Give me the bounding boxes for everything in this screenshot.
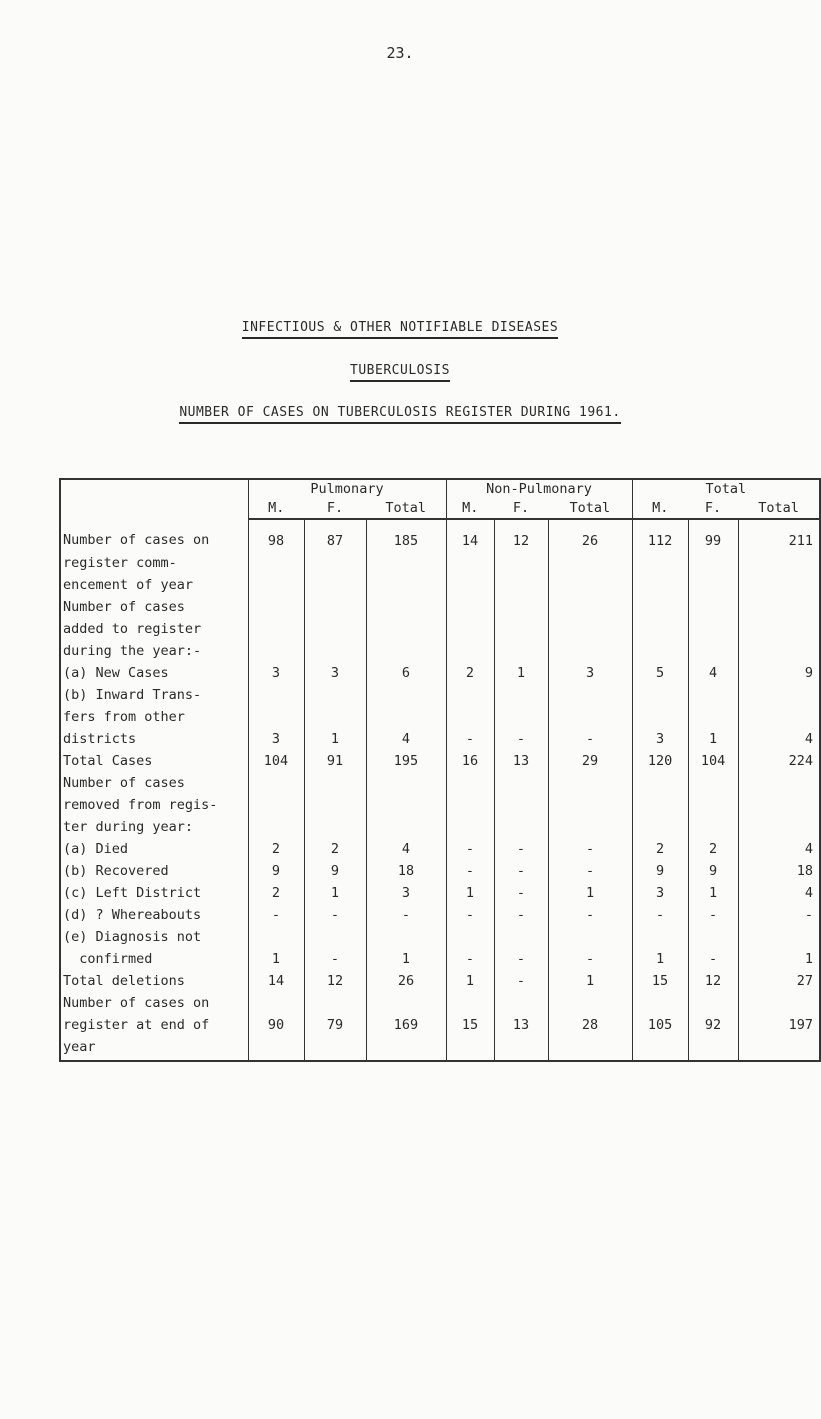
table-cell: [366, 596, 446, 618]
table-cell: 4: [738, 838, 820, 860]
table-cell: 211: [738, 519, 820, 552]
table-cell: [248, 618, 304, 640]
table-row: [60, 750, 820, 772]
table-cell: [446, 618, 494, 640]
table-row: [60, 970, 820, 992]
table-cell: [304, 772, 366, 794]
table-cell: [632, 618, 688, 640]
table-cell: [446, 1036, 494, 1061]
row-label: (c) Left District: [60, 882, 248, 904]
table-cell: 1: [548, 970, 632, 992]
table-cell: [304, 794, 366, 816]
table-cell: [632, 574, 688, 596]
column-subheader: M.: [446, 499, 494, 519]
table-cell: [632, 552, 688, 574]
table-cell: [688, 552, 738, 574]
table-row: [60, 1036, 820, 1061]
table-cell: 185: [366, 519, 446, 552]
sub-heading-text: TUBERCULOSIS: [350, 363, 450, 382]
table-cell: [494, 552, 548, 574]
table-cell: -: [494, 860, 548, 882]
table-cell: [548, 926, 632, 948]
table-cell: [548, 640, 632, 662]
table-cell: 28: [548, 1014, 632, 1036]
table-cell: 92: [688, 1014, 738, 1036]
table-cell: 9: [304, 860, 366, 882]
table-cell: 1: [248, 948, 304, 970]
table-cell: 4: [688, 662, 738, 684]
table-cell: [248, 992, 304, 1014]
table-cell: [738, 992, 820, 1014]
row-label: register at end of: [60, 1014, 248, 1036]
table-cell: [494, 640, 548, 662]
table-cell: [738, 794, 820, 816]
table-cell: [304, 574, 366, 596]
table-cell: [738, 706, 820, 728]
table-cell: [738, 684, 820, 706]
table-cell: -: [494, 970, 548, 992]
table-row: [60, 1014, 820, 1036]
table-cell: 3: [548, 662, 632, 684]
table-cell: [248, 926, 304, 948]
row-label: encement of year: [60, 574, 248, 596]
table-cell: 12: [688, 970, 738, 992]
table-row: [60, 926, 820, 948]
table-cell: [688, 640, 738, 662]
page-number: 23.: [386, 44, 414, 62]
table-cell: [738, 552, 820, 574]
table-cell: 13: [494, 1014, 548, 1036]
table-cell: 112: [632, 519, 688, 552]
table-cell: 91: [304, 750, 366, 772]
table-row: [60, 662, 820, 684]
table-row: [60, 684, 820, 706]
table-cell: [304, 1036, 366, 1061]
table-cell: 13: [494, 750, 548, 772]
table-cell: -: [548, 728, 632, 750]
table-cell: [632, 772, 688, 794]
row-label: year: [60, 1036, 248, 1061]
row-label: (a) New Cases: [60, 662, 248, 684]
table-cell: [632, 1036, 688, 1061]
table-cell: [304, 816, 366, 838]
table-cell: 1: [632, 948, 688, 970]
table-row: [60, 816, 820, 838]
table-cell: 1: [738, 948, 820, 970]
table-row: [60, 948, 820, 970]
table-cell: [366, 684, 446, 706]
table-cell: [366, 552, 446, 574]
table-cell: 1: [446, 970, 494, 992]
table-cell: [632, 640, 688, 662]
table-cell: 3: [248, 662, 304, 684]
table-cell: -: [688, 948, 738, 970]
column-subheader: Total: [548, 499, 632, 519]
group-header-row: [60, 479, 820, 499]
table-cell: [738, 640, 820, 662]
table-cell: 1: [688, 882, 738, 904]
table-cell: [366, 926, 446, 948]
table-cell: [632, 926, 688, 948]
column-subheader: F.: [688, 499, 738, 519]
table-cell: 2: [688, 838, 738, 860]
table-cell: 105: [632, 1014, 688, 1036]
group-header: Pulmonary: [248, 479, 446, 499]
table-cell: -: [446, 948, 494, 970]
row-label: Number of cases: [60, 596, 248, 618]
row-label: removed from regis-: [60, 794, 248, 816]
table-cell: -: [632, 904, 688, 926]
table-cell: [366, 992, 446, 1014]
table-cell: [688, 1036, 738, 1061]
table-cell: 2: [248, 838, 304, 860]
table-cell: -: [494, 838, 548, 860]
main-heading: [0, 320, 800, 335]
table-cell: 2: [248, 882, 304, 904]
table-cell: [494, 596, 548, 618]
table-cell: 14: [446, 519, 494, 552]
table-cell: [446, 596, 494, 618]
table-cell: [248, 706, 304, 728]
table-cell: 224: [738, 750, 820, 772]
table-cell: [688, 706, 738, 728]
table-cell: [248, 816, 304, 838]
row-label-header: [60, 479, 248, 519]
table-cell: [688, 684, 738, 706]
row-label: fers from other: [60, 706, 248, 728]
group-header: Non-Pulmonary: [446, 479, 632, 499]
table-cell: 2: [446, 662, 494, 684]
table-cell: [248, 596, 304, 618]
table-cell: [632, 596, 688, 618]
table-cell: 16: [446, 750, 494, 772]
table-cell: [366, 1036, 446, 1061]
table-cell: [248, 574, 304, 596]
table-cell: 4: [738, 728, 820, 750]
table-cell: 2: [304, 838, 366, 860]
group-header: Total: [632, 479, 820, 499]
table-cell: [548, 552, 632, 574]
table-cell: 197: [738, 1014, 820, 1036]
row-label: Number of cases: [60, 772, 248, 794]
table-row: [60, 904, 820, 926]
table-cell: [304, 640, 366, 662]
row-label: Total deletions: [60, 970, 248, 992]
row-label: confirmed: [60, 948, 248, 970]
table-cell: [446, 772, 494, 794]
table-cell: [304, 618, 366, 640]
table-cell: 4: [738, 882, 820, 904]
table-cell: 1: [446, 882, 494, 904]
table-cell: 3: [632, 728, 688, 750]
table-cell: [494, 618, 548, 640]
table-cell: [248, 640, 304, 662]
table-cell: -: [494, 904, 548, 926]
row-label: (e) Diagnosis not: [60, 926, 248, 948]
table-cell: [688, 618, 738, 640]
table-row: [60, 794, 820, 816]
table-cell: 3: [366, 882, 446, 904]
table-cell: [366, 640, 446, 662]
table-row: [60, 772, 820, 794]
table-cell: 18: [738, 860, 820, 882]
table-cell: [366, 772, 446, 794]
table-cell: [688, 794, 738, 816]
table-cell: [738, 574, 820, 596]
table-cell: [446, 574, 494, 596]
table-cell: [248, 772, 304, 794]
table-cell: 15: [446, 1014, 494, 1036]
table-cell: [688, 992, 738, 1014]
table-cell: [494, 706, 548, 728]
table-cell: [548, 1036, 632, 1061]
table-row: [60, 728, 820, 750]
column-subheader: M.: [248, 499, 304, 519]
table-cell: -: [548, 948, 632, 970]
table-row: [60, 519, 820, 552]
row-label: during the year:-: [60, 640, 248, 662]
table-body: [60, 519, 820, 1061]
row-label: register comm-: [60, 552, 248, 574]
table-cell: [304, 992, 366, 1014]
table-row: [60, 860, 820, 882]
table-cell: 27: [738, 970, 820, 992]
column-subheader: M.: [632, 499, 688, 519]
table-cell: 3: [304, 662, 366, 684]
table-cell: [738, 772, 820, 794]
table-cell: [688, 574, 738, 596]
table-cell: 1: [304, 882, 366, 904]
table-cell: 4: [366, 838, 446, 860]
row-label: districts: [60, 728, 248, 750]
table-cell: [446, 552, 494, 574]
column-subheader: Total: [738, 499, 820, 519]
table-cell: [548, 816, 632, 838]
table-row: [60, 992, 820, 1014]
table-cell: -: [446, 904, 494, 926]
table-cell: [738, 816, 820, 838]
column-subheader: Total: [366, 499, 446, 519]
row-label: (a) Died: [60, 838, 248, 860]
table-cell: [248, 684, 304, 706]
row-label: (b) Inward Trans-: [60, 684, 248, 706]
table-cell: [494, 794, 548, 816]
table-cell: 3: [632, 882, 688, 904]
table-row: [60, 838, 820, 860]
table-cell: 169: [366, 1014, 446, 1036]
table-cell: [548, 706, 632, 728]
table-cell: [304, 926, 366, 948]
table-cell: 1: [366, 948, 446, 970]
table-cell: [688, 926, 738, 948]
table-row: [60, 706, 820, 728]
table-cell: 3: [248, 728, 304, 750]
table-cell: 15: [632, 970, 688, 992]
table-cell: [494, 992, 548, 1014]
table-cell: 1: [494, 662, 548, 684]
table-cell: 6: [366, 662, 446, 684]
table-cell: [304, 706, 366, 728]
table-cell: [738, 618, 820, 640]
table-cell: [632, 706, 688, 728]
table-cell: [366, 706, 446, 728]
row-label: ter during year:: [60, 816, 248, 838]
table-cell: -: [446, 860, 494, 882]
table-cell: [248, 794, 304, 816]
table-cell: 9: [738, 662, 820, 684]
table-cell: -: [548, 838, 632, 860]
table-cell: [548, 596, 632, 618]
table-cell: [446, 992, 494, 1014]
table-cell: -: [446, 728, 494, 750]
table-cell: [738, 926, 820, 948]
row-label: Number of cases on: [60, 992, 248, 1014]
table-row: [60, 640, 820, 662]
table-cell: 104: [248, 750, 304, 772]
table-cell: -: [304, 948, 366, 970]
table-cell: 4: [366, 728, 446, 750]
table-cell: -: [494, 948, 548, 970]
table-row: [60, 552, 820, 574]
table-cell: 1: [304, 728, 366, 750]
table-row: [60, 574, 820, 596]
table-cell: [548, 992, 632, 1014]
table-cell: [548, 684, 632, 706]
table-cell: [366, 618, 446, 640]
table-cell: 18: [366, 860, 446, 882]
main-heading-text: INFECTIOUS & OTHER NOTIFIABLE DISEASES: [242, 320, 558, 339]
table-cell: -: [446, 838, 494, 860]
table-cell: [366, 574, 446, 596]
table-cell: 1: [688, 728, 738, 750]
table-row: [60, 882, 820, 904]
table-cell: 26: [366, 970, 446, 992]
table-cell: 29: [548, 750, 632, 772]
table-cell: 195: [366, 750, 446, 772]
table-cell: -: [688, 904, 738, 926]
table-cell: 104: [688, 750, 738, 772]
row-label: Total Cases: [60, 750, 248, 772]
row-label: (b) Recovered: [60, 860, 248, 882]
table-cell: 26: [548, 519, 632, 552]
sub-heading: [0, 363, 800, 378]
table-cell: -: [494, 728, 548, 750]
table-cell: [632, 992, 688, 1014]
table-row: [60, 596, 820, 618]
table-cell: [738, 1036, 820, 1061]
table-cell: [494, 574, 548, 596]
table-cell: 79: [304, 1014, 366, 1036]
table-cell: 12: [494, 519, 548, 552]
table-cell: [304, 552, 366, 574]
table-cell: -: [248, 904, 304, 926]
table-cell: [632, 816, 688, 838]
table-cell: [366, 816, 446, 838]
table-cell: [632, 794, 688, 816]
table-row: [60, 618, 820, 640]
table-cell: -: [738, 904, 820, 926]
table-cell: [446, 640, 494, 662]
table-cell: [494, 684, 548, 706]
table-cell: 120: [632, 750, 688, 772]
table-cell: 99: [688, 519, 738, 552]
table-cell: [248, 1036, 304, 1061]
table-title-text: NUMBER OF CASES ON TUBERCULOSIS REGISTER DURING 1961.: [179, 405, 620, 424]
table-cell: -: [366, 904, 446, 926]
table-cell: 14: [248, 970, 304, 992]
table-cell: [446, 816, 494, 838]
table-cell: [494, 926, 548, 948]
table-cell: -: [548, 904, 632, 926]
table-cell: [304, 684, 366, 706]
tuberculosis-register-table: [59, 478, 821, 1062]
table-title: [0, 405, 800, 420]
table-cell: [494, 816, 548, 838]
table-cell: -: [494, 882, 548, 904]
table-cell: [446, 684, 494, 706]
table-cell: [446, 794, 494, 816]
row-label: added to register: [60, 618, 248, 640]
table-cell: [738, 596, 820, 618]
column-subheader: F.: [304, 499, 366, 519]
table-cell: [304, 596, 366, 618]
row-label: Number of cases on: [60, 519, 248, 552]
table-cell: 5: [632, 662, 688, 684]
table-cell: [688, 772, 738, 794]
table-cell: [548, 618, 632, 640]
table-cell: [494, 772, 548, 794]
table-cell: 1: [548, 882, 632, 904]
row-label: (d) ? Whereabouts: [60, 904, 248, 926]
table-cell: [688, 816, 738, 838]
table-cell: -: [304, 904, 366, 926]
table-cell: -: [548, 860, 632, 882]
column-subheader: F.: [494, 499, 548, 519]
table-cell: 98: [248, 519, 304, 552]
table-cell: 2: [632, 838, 688, 860]
table-cell: 87: [304, 519, 366, 552]
table-cell: [366, 794, 446, 816]
table-cell: [688, 596, 738, 618]
table-cell: [446, 926, 494, 948]
table-cell: 9: [248, 860, 304, 882]
table-cell: 9: [632, 860, 688, 882]
table-cell: 9: [688, 860, 738, 882]
table-cell: 12: [304, 970, 366, 992]
table-cell: [446, 706, 494, 728]
table-cell: [548, 574, 632, 596]
table-cell: [632, 684, 688, 706]
table-cell: [494, 1036, 548, 1061]
table-cell: [248, 552, 304, 574]
table-cell: 90: [248, 1014, 304, 1036]
table-cell: [548, 772, 632, 794]
table-cell: [548, 794, 632, 816]
